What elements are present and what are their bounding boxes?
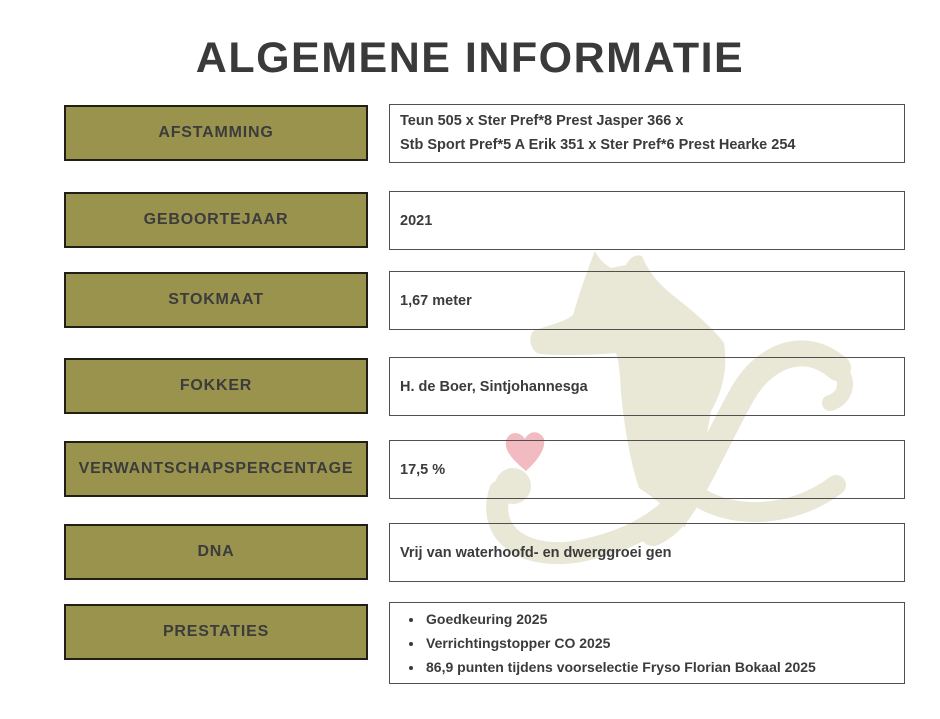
label-dna: DNA <box>64 524 368 580</box>
prestaties-item: • Verrichtingstopper CO 2025 <box>424 631 816 655</box>
value-stokmaat: 1,67 meter <box>389 271 905 330</box>
prestaties-list <box>400 607 816 679</box>
label-prestaties: PRESTATIES <box>64 604 368 660</box>
pedigree-line-1: Teun 505 x Ster Pref*8 Prest Jasper 366 x <box>400 113 684 130</box>
value-verwantschapspercentage: 17,5 % <box>389 440 905 499</box>
prestaties-item: • 86,9 punten tijdens voorselectie Fryso Florian Bokaal 2025 <box>424 655 816 679</box>
label-stokmaat: STOKMAAT <box>64 272 368 328</box>
label-fokker: FOKKER <box>64 358 368 414</box>
pedigree-line-2: Stb Sport Pref*5 A Erik 351 x Ster Pref*6 Prest Hearke 254 <box>400 136 796 153</box>
value-prestaties <box>389 602 905 684</box>
value-geboortejaar: 2021 <box>389 191 905 250</box>
value-dna: Vrij van waterhoofd- en dwerggroei gen <box>389 523 905 582</box>
label-geboortejaar: GEBOORTEJAAR <box>64 192 368 248</box>
value-fokker: H. de Boer, Sintjohannesga <box>389 357 905 416</box>
label-afstamming: AFSTAMMING <box>64 105 368 161</box>
page-title: ALGEMENE INFORMATIE <box>195 34 745 82</box>
prestaties-item: • Goedkeuring 2025 <box>424 607 816 631</box>
value-afstamming <box>389 104 905 163</box>
label-verwantschapspercentage: VERWANTSCHAPSPERCENTAGE <box>64 441 368 497</box>
